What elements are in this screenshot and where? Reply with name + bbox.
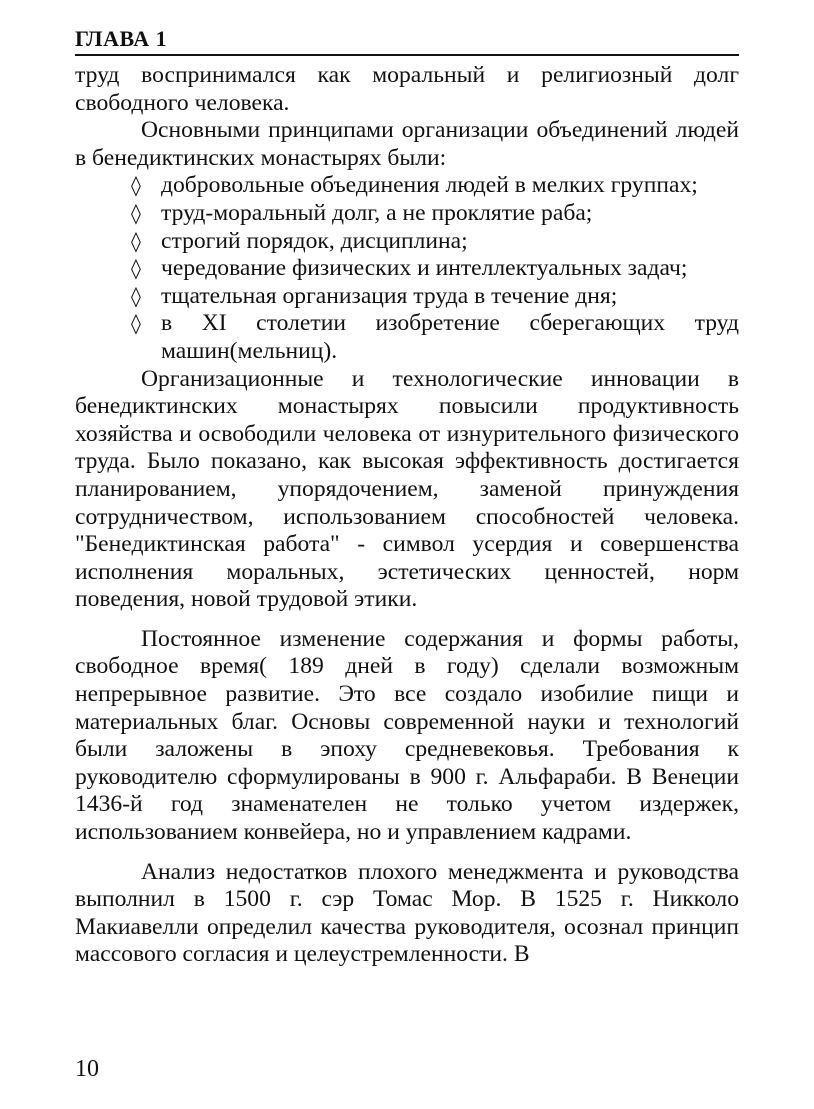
list-item [131,200,739,228]
page-number: 10 [75,1056,99,1082]
list-item-text: тщательная организация труда в течение дня; [161,282,618,309]
list-item-text: труд-моральный долг, а не проклятие раба; [161,199,593,226]
body-text [75,62,739,969]
list-item [131,283,739,311]
paragraph-5: Анализ недостатков плохого менеджмента и руководства выполнил в 1500 г. сэр Томас Мор. В 1525 г. Никколо Макиавелли определил качества руководителя, осознал принцип массового согласия и целеустремленности. В [75,858,739,968]
list-item [131,228,739,256]
diamond-bullet-icon: ◊ [131,283,141,308]
paragraph-2: Основными принципами организации объединений людей в бенедиктинских монастырях были: [75,117,739,171]
diamond-bullet-icon: ◊ [131,228,141,253]
list-item [131,310,739,365]
diamond-bullet-icon: ◊ [131,200,141,225]
paragraph-3: Организационные и технологические инновации в бенедиктинских монастырях повысили продуктивность хозяйства и освободили человека от изнурительного физического труда. Было показано, как высокая эффективность достигается планированием, упорядочением, заменой принуждения сотрудничеством, использованием способностей человека. "Бенедиктинская работа" - символ усердия и совершенства исполнения моральных, эстетических ценностей, норм поведения, новой трудовой этики. [75,365,739,613]
list-item-text: в XI столетии изобретение сберегающих труд машин(мельниц). [161,310,739,364]
paragraph-1: труд воспринимался как моральный и религиозный долг свободного человека. [75,62,739,116]
list-item [131,172,739,200]
running-head: ГЛАВА 1 [75,26,739,56]
book-page [75,26,739,969]
list-item [131,255,739,283]
list-item-text: добровольные объединения людей в мелких группах; [161,172,698,199]
diamond-bullet-icon: ◊ [131,173,141,198]
principles-list [75,172,739,365]
list-item-text: чередование физических и интеллектуальных задач; [161,255,688,282]
paragraph-4: Постоянное изменение содержания и формы работы, свободное время( 189 дней в году) сделали возможным непрерывное развитие. Это все создало изобилие пищи и материальных благ. Основы современной науки и технологий были заложены в эпоху средневековья. Требования к руководителю сформулированы в 900 г. Альфараби. В Венеции 1436-й год знаменателен не только учетом издержек, использованием конвейера, но и управлением кадрами. [75,625,739,846]
list-item-text: строгий порядок, дисциплина; [161,227,468,254]
diamond-bullet-icon: ◊ [131,311,141,336]
diamond-bullet-icon: ◊ [131,256,141,281]
